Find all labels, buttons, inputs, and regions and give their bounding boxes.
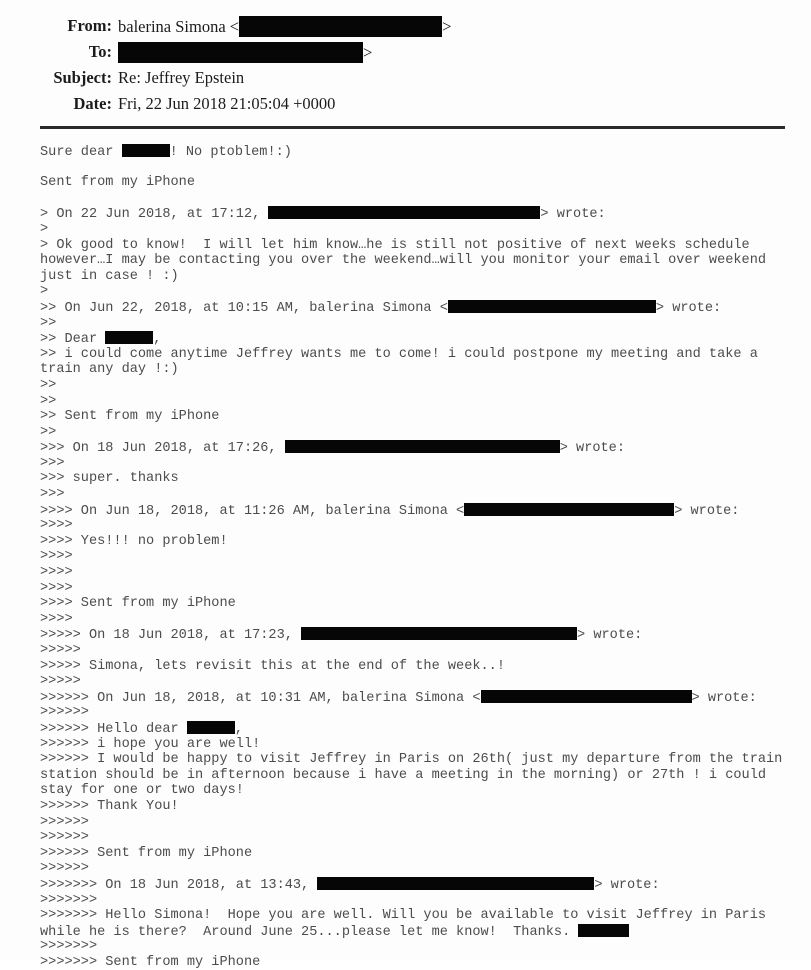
redaction-bar <box>239 16 442 37</box>
redaction-bar <box>578 924 629 937</box>
email-body-line <box>40 924 811 940</box>
redaction-bar <box>481 690 692 703</box>
redaction-bar <box>285 440 560 453</box>
email-body-line <box>40 518 811 534</box>
text-segment: > <box>40 284 49 300</box>
email-body-line <box>40 487 811 503</box>
email-body-line <box>40 362 811 378</box>
email-body-line <box>40 549 811 565</box>
email-body-line <box>40 846 811 862</box>
email-body-line <box>40 471 811 487</box>
email-body-line <box>40 253 811 269</box>
header-field-value <box>118 16 451 37</box>
text-segment: > wrote: <box>559 441 625 457</box>
email-body-line <box>40 674 811 690</box>
email-body-line <box>40 222 811 238</box>
email-body-line <box>40 690 811 706</box>
redaction-bar <box>317 877 594 890</box>
text-segment: train any day !:) <box>40 362 179 378</box>
text-segment: >>>> Yes!!! no problem! <box>40 533 228 549</box>
text-segment: , <box>234 721 244 737</box>
email-body-line <box>40 456 811 472</box>
text-segment: just in case ! :) <box>40 268 179 284</box>
email-body-line <box>40 955 811 970</box>
email-body-line <box>40 939 811 955</box>
text-segment: > wrote: <box>577 628 643 644</box>
text-segment: >>>>>>> Sent from my iPhone <box>40 954 261 970</box>
text-segment: >>>> <box>40 549 73 565</box>
header-field-value <box>118 94 335 114</box>
divider-line <box>40 126 785 129</box>
text-segment: > <box>40 221 49 237</box>
text-segment: >>>>>> Sent from my iPhone <box>40 845 253 861</box>
email-body-line <box>40 409 811 425</box>
email-body-line <box>40 269 811 285</box>
header-value-text: balerina Simona < <box>118 16 240 36</box>
email-body-line <box>40 191 811 207</box>
email-body-line <box>40 300 811 316</box>
text-segment: , <box>153 332 162 348</box>
text-segment: >>>>>>> <box>40 892 98 908</box>
email-body-line <box>40 331 811 347</box>
text-segment: >>>>> On 18 Jun 2018, at 17:23, <box>40 628 302 644</box>
text-segment: > On 22 Jun 2018, at 17:12, <box>40 207 269 223</box>
email-body-line <box>40 752 811 768</box>
header-field-label: Date: <box>73 94 112 113</box>
text-segment: >>>>> <box>40 643 81 658</box>
email-body-line <box>40 284 811 300</box>
redaction-bar <box>268 206 540 219</box>
text-segment: >>> <box>40 455 65 471</box>
header-field-label: Subject: <box>53 68 112 87</box>
email-body-line <box>40 534 811 550</box>
email-body-line <box>40 378 811 394</box>
text-segment: >> On Jun 22, 2018, at 10:15 AM, balerina Simona < <box>40 300 448 316</box>
email-body-line <box>40 581 811 597</box>
email-body-line <box>40 144 811 160</box>
email-body-line <box>40 815 811 831</box>
text-segment: >>>>>> Hello dear <box>40 721 187 737</box>
header-row <box>0 39 811 65</box>
text-segment: > wrote: <box>691 690 757 706</box>
text-segment: >>>>>>> Hello Simona! Hope you are well. Will you be available to visit Jeffrey in Paris <box>40 908 767 924</box>
email-body-line <box>40 721 811 737</box>
email-body-line <box>40 160 811 176</box>
header-value-text: > <box>442 16 452 36</box>
text-segment: >>>> <box>40 580 73 596</box>
email-body-line <box>40 206 811 222</box>
email-body-line <box>40 175 811 191</box>
redaction-bar <box>187 721 235 734</box>
text-segment: > wrote: <box>674 503 740 519</box>
redaction-bar <box>118 42 363 63</box>
text-segment: >>>>> Simona, lets revisit this at the end of the week..! <box>40 658 505 674</box>
email-body-line <box>40 503 811 519</box>
header-row <box>0 91 811 117</box>
email-body-line <box>40 783 811 799</box>
text-segment: >>>>>> On Jun 18, 2018, at 10:31 AM, balerina Simona < <box>40 690 481 706</box>
email-body-line <box>40 643 811 659</box>
text-segment: >>>> <box>40 611 73 627</box>
text-segment: >> Dear <box>40 332 106 348</box>
text-segment: >>>>>> I would be happy to visit Jeffrey in Paris on 26th( just my departure from the train <box>40 752 783 768</box>
redaction-bar <box>464 503 674 516</box>
text-segment: > Ok good to know! I will let him know…he is still not positive of next weeks schedule <box>40 237 750 253</box>
email-body-line <box>40 861 811 877</box>
text-segment: >>> super. thanks <box>40 471 179 487</box>
text-segment: stay for one or two days! <box>40 783 244 799</box>
text-segment: however…I may be contacting you over the weekend…will you monitor your email over weekend <box>40 253 767 269</box>
text-segment: >> <box>40 377 57 393</box>
email-body-line <box>40 238 811 254</box>
email-body-line <box>40 877 811 893</box>
header-value-text: Fri, 22 Jun 2018 21:05:04 +0000 <box>118 94 336 113</box>
email-body-line <box>40 347 811 363</box>
text-segment: >> <box>40 315 57 331</box>
text-segment: >>>>>> <box>40 705 89 721</box>
email-body-line <box>40 627 811 643</box>
text-segment: ! No ptoblem!:) <box>169 145 292 160</box>
text-segment: >>>>>> <box>40 814 89 830</box>
email-body-line <box>40 908 811 924</box>
email-body-line <box>40 830 811 846</box>
header-row <box>0 13 811 39</box>
text-segment: >>>>>> i hope you are well! <box>40 736 261 752</box>
header-field-value <box>118 68 244 88</box>
text-segment: > wrote: <box>655 300 722 316</box>
email-body-line <box>40 768 811 784</box>
email-body-line <box>40 799 811 815</box>
redaction-bar <box>122 144 170 157</box>
text-segment: > wrote: <box>594 877 660 893</box>
email-body-line <box>40 737 811 753</box>
email-body-line <box>40 316 811 332</box>
text-segment: >>> On 18 Jun 2018, at 17:26, <box>40 441 285 457</box>
header-field-label: From: <box>67 16 112 35</box>
text-segment: >>>>>>> On 18 Jun 2018, at 13:43, <box>40 877 318 893</box>
text-segment: >> <box>40 424 57 440</box>
header-value-text: Re: Jeffrey Epstein <box>118 68 245 87</box>
text-segment: >>>>>> <box>40 830 89 846</box>
text-segment: Sent from my iPhone <box>40 175 195 191</box>
redaction-bar <box>301 627 577 640</box>
text-segment: > wrote: <box>540 207 606 223</box>
text-segment: >> i could come anytime Jeffrey wants me to come! i could postpone my meeting and take a <box>40 346 758 362</box>
redaction-bar <box>448 300 656 313</box>
text-segment: >>> <box>40 487 65 503</box>
text-segment: >>>> Sent from my iPhone <box>40 596 236 612</box>
text-segment: while he is there? Around June 25...please let me know! Thanks. <box>40 924 579 940</box>
text-segment: >>>>> <box>40 674 81 690</box>
text-segment: >>>>>>> <box>40 939 98 955</box>
text-segment: >>>> <box>40 565 73 581</box>
header-value-text: > <box>363 42 373 62</box>
header-row <box>0 65 811 91</box>
email-body-line <box>40 705 811 721</box>
email-body <box>40 144 811 970</box>
text-segment: >>>>>> <box>40 861 89 877</box>
email-body-line <box>40 659 811 675</box>
email-body-line <box>40 440 811 456</box>
email-body-line <box>40 565 811 581</box>
email-header <box>0 0 811 117</box>
text-segment: Sure dear <box>40 145 122 160</box>
text-segment: >>>>>> Thank You! <box>40 798 179 814</box>
email-body-line <box>40 893 811 909</box>
text-segment: station should be in afternoon because i have a meeting in the morning) or 27th ! i could <box>40 767 767 783</box>
email-body-line <box>40 394 811 410</box>
header-field-value <box>118 42 372 63</box>
header-field-label: To: <box>88 42 112 61</box>
text-segment: >> Sent from my iPhone <box>40 409 220 425</box>
email-body-line <box>40 596 811 612</box>
redaction-bar <box>105 331 153 344</box>
text-segment: >> <box>40 393 57 409</box>
email-body-line <box>40 425 811 441</box>
text-segment: >>>> On Jun 18, 2018, at 11:26 AM, balerina Simona < <box>40 503 465 519</box>
email-body-line <box>40 612 811 628</box>
text-segment: >>>> <box>40 518 73 534</box>
